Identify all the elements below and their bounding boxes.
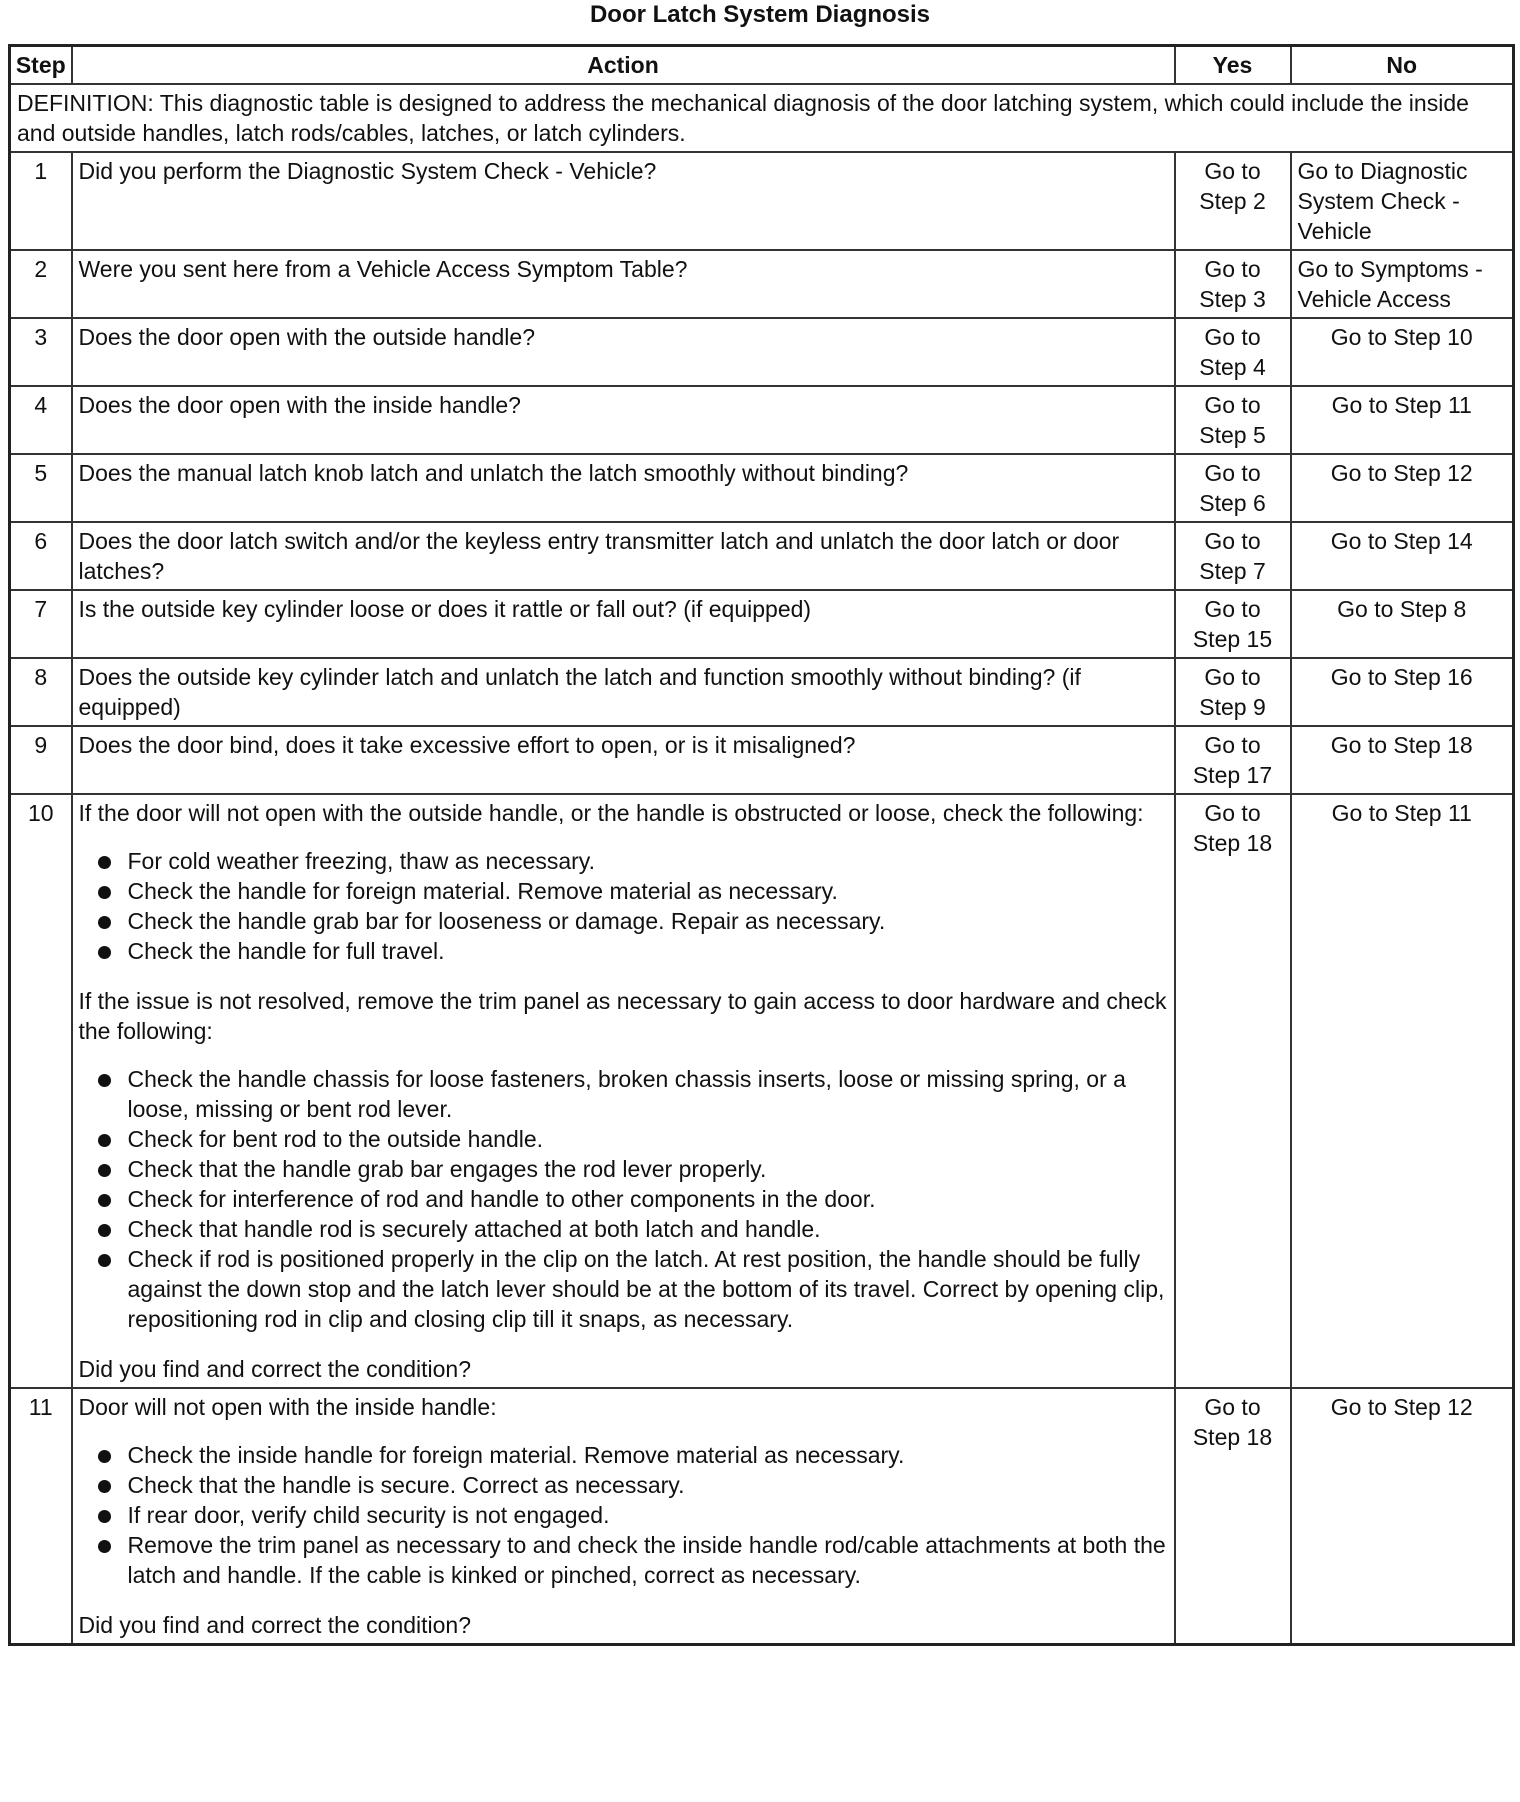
step-number: 10 [10, 794, 72, 1388]
table-row [10, 726, 1514, 794]
action-text: Does the manual latch knob latch and unlatch the latch smoothly without binding? [72, 454, 1175, 522]
yes-result: Go to Step 2 [1175, 152, 1291, 250]
no-result: Go to Step 12 [1291, 454, 1514, 522]
action-middle: If the issue is not resolved, remove the trim panel as necessary to gain access to door hardware and check the following: [78, 988, 1167, 1044]
bullet-item: Check if rod is positioned properly in the clip on the latch. At rest position, the handle should be fully against the down stop and the latch lever should be at the bottom of its travel. Correct by opening clip, repositioning rod in clip and closing clip till it snaps, as necessary. [79, 1244, 1168, 1334]
bullet-item: For cold weather freezing, thaw as necessary. [79, 846, 1168, 876]
bullet-item: Check the handle for foreign material. Remove material as necessary. [79, 876, 1168, 906]
table-row [10, 658, 1514, 726]
action-question: Did you find and correct the condition? [78, 1612, 472, 1638]
no-result: Go to Step 12 [1291, 1388, 1514, 1645]
bullet-item: Check the inside handle for foreign material. Remove material as necessary. [79, 1440, 1168, 1470]
action-text: Were you sent here from a Vehicle Access Symptom Table? [72, 250, 1175, 318]
table-row [10, 250, 1514, 318]
yes-result: Go to Step 15 [1175, 590, 1291, 658]
no-result: Go to Diagnostic System Check - Vehicle [1291, 152, 1514, 250]
yes-result: Go to Step 18 [1175, 794, 1291, 1388]
action-text [72, 794, 1175, 1388]
bullet-item: Check that the handle grab bar engages the rod lever properly. [79, 1154, 1168, 1184]
step-number: 3 [10, 318, 72, 386]
step-number: 11 [10, 1388, 72, 1645]
action-text: Does the door latch switch and/or the keyless entry transmitter latch and unlatch the door latch or door latches? [72, 522, 1175, 590]
table-row [10, 522, 1514, 590]
table-row [10, 152, 1514, 250]
action-intro: Door will not open with the inside handle: [78, 1394, 497, 1420]
action-question: Did you find and correct the condition? [78, 1356, 472, 1382]
step-number: 8 [10, 658, 72, 726]
bullet-list [79, 1064, 1168, 1334]
header-yes: Yes [1175, 46, 1291, 85]
bullet-item: Check that the handle is secure. Correct as necessary. [79, 1470, 1168, 1500]
page-title: Door Latch System Diagnosis [589, 1, 931, 28]
bullet-item: If rear door, verify child security is not engaged. [79, 1500, 1168, 1530]
step-number: 9 [10, 726, 72, 794]
table-row [10, 386, 1514, 454]
header-step: Step [10, 46, 72, 85]
no-result: Go to Step 8 [1291, 590, 1514, 658]
yes-result: Go to Step 4 [1175, 318, 1291, 386]
yes-result: Go to Step 17 [1175, 726, 1291, 794]
yes-result: Go to Step 7 [1175, 522, 1291, 590]
action-text: Is the outside key cylinder loose or does it rattle or fall out? (if equipped) [72, 590, 1175, 658]
header-action: Action [72, 46, 1175, 85]
table-row [10, 1388, 1514, 1645]
action-text: Did you perform the Diagnostic System Check - Vehicle? [72, 152, 1175, 250]
bullet-item: Check that handle rod is securely attached at both latch and handle. [79, 1214, 1168, 1244]
bullet-list [79, 1440, 1168, 1590]
step-number: 2 [10, 250, 72, 318]
action-text: Does the door bind, does it take excessive effort to open, or is it misaligned? [72, 726, 1175, 794]
bullet-item: Check the handle for full travel. [79, 936, 1168, 966]
step-number: 7 [10, 590, 72, 658]
yes-result: Go to Step 18 [1175, 1388, 1291, 1645]
action-text: Does the door open with the outside handle? [72, 318, 1175, 386]
yes-result: Go to Step 9 [1175, 658, 1291, 726]
bullet-item: Check for bent rod to the outside handle. [79, 1124, 1168, 1154]
yes-result: Go to Step 3 [1175, 250, 1291, 318]
header-no: No [1291, 46, 1514, 85]
no-result: Go to Symptoms - Vehicle Access [1291, 250, 1514, 318]
no-result: Go to Step 16 [1291, 658, 1514, 726]
no-result: Go to Step 11 [1291, 386, 1514, 454]
step-number: 6 [10, 522, 72, 590]
action-intro: If the door will not open with the outside handle, or the handle is obstructed or loose, check the following: [78, 800, 1144, 826]
table-row [10, 794, 1514, 1388]
no-result: Go to Step 10 [1291, 318, 1514, 386]
yes-result: Go to Step 6 [1175, 454, 1291, 522]
no-result: Go to Step 11 [1291, 794, 1514, 1388]
bullet-item: Check for interference of rod and handle to other components in the door. [79, 1184, 1168, 1214]
no-result: Go to Step 18 [1291, 726, 1514, 794]
step-number: 4 [10, 386, 72, 454]
table-row [10, 590, 1514, 658]
table-row [10, 318, 1514, 386]
definition-text: DEFINITION: This diagnostic table is designed to address the mechanical diagnosis of the door latching system, which could include the inside and outside handles, latch rods/cables, latches, or latch cylinders. [10, 84, 1514, 152]
step-number: 5 [10, 454, 72, 522]
action-text: Does the door open with the inside handle? [72, 386, 1175, 454]
table-row [10, 454, 1514, 522]
action-text [72, 1388, 1175, 1645]
bullet-item: Remove the trim panel as necessary to and check the inside handle rod/cable attachments at both the latch and handle. If the cable is kinked or pinched, correct as necessary. [79, 1530, 1168, 1590]
diagnosis-table [8, 44, 1515, 1646]
action-text: Does the outside key cylinder latch and unlatch the latch and function smoothly without binding? (if equipped) [72, 658, 1175, 726]
step-number: 1 [10, 152, 72, 250]
bullet-item: Check the handle grab bar for looseness or damage. Repair as necessary. [79, 906, 1168, 936]
header-row [10, 46, 1514, 85]
bullet-list [79, 846, 1168, 966]
no-result: Go to Step 14 [1291, 522, 1514, 590]
yes-result: Go to Step 5 [1175, 386, 1291, 454]
definition-row [10, 84, 1514, 152]
bullet-item: Check the handle chassis for loose fasteners, broken chassis inserts, loose or missing spring, or a loose, missing or bent rod lever. [79, 1064, 1168, 1124]
